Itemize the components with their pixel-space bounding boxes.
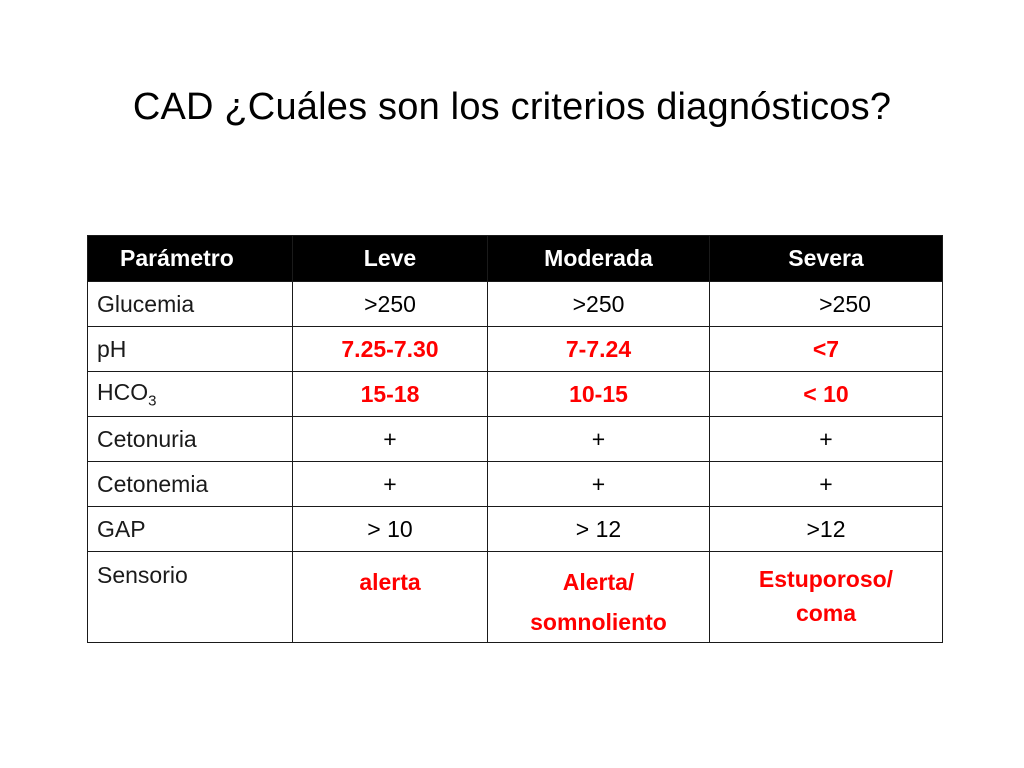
- moderada-cell: 7-7.24: [488, 327, 710, 372]
- criteria-table: [87, 235, 943, 643]
- leve-cell: > 10: [293, 507, 488, 552]
- table-row-cetonemia: [88, 462, 943, 507]
- table-row-glucemia: [88, 282, 943, 327]
- leve-cell: 7.25-7.30: [293, 327, 488, 372]
- severa-cell: >250: [710, 282, 943, 327]
- header-moderada: Moderada: [488, 236, 710, 282]
- moderada-line-1: Alerta/: [562, 569, 635, 595]
- table-row-sensorio: [88, 552, 943, 643]
- leve-cell: alerta: [293, 552, 488, 643]
- table-row-cetonuria: [88, 417, 943, 462]
- severa-cell: <7: [710, 327, 943, 372]
- param-cell: Sensorio: [88, 552, 293, 643]
- table-row-ph: [88, 327, 943, 372]
- param-cell: [88, 372, 293, 417]
- param-cell: Cetonemia: [88, 462, 293, 507]
- moderada-cell: +: [488, 417, 710, 462]
- severa-line-2: coma: [795, 600, 857, 626]
- param-cell: Cetonuria: [88, 417, 293, 462]
- slide-title: CAD ¿Cuáles son los criterios diagnósticos?: [132, 86, 892, 128]
- param-subscript: 3: [148, 392, 157, 410]
- header-leve: Leve: [293, 236, 488, 282]
- leve-cell: +: [293, 417, 488, 462]
- moderada-line-2: somnoliento: [530, 609, 667, 635]
- table-header-row: [88, 236, 943, 282]
- param-cell: pH: [88, 327, 293, 372]
- severa-line-1: Estuporoso/: [758, 566, 894, 592]
- severa-cell: +: [710, 417, 943, 462]
- severa-cell: < 10: [710, 372, 943, 417]
- severa-cell: +: [710, 462, 943, 507]
- severa-cell: [710, 552, 943, 643]
- header-parametro: Parámetro: [88, 236, 293, 282]
- param-cell: Glucemia: [88, 282, 293, 327]
- leve-cell: 15-18: [293, 372, 488, 417]
- header-severa: Severa: [710, 236, 943, 282]
- moderada-cell: [488, 552, 710, 643]
- moderada-cell: +: [488, 462, 710, 507]
- param-label: HCO: [97, 378, 149, 405]
- moderada-cell: 10-15: [488, 372, 710, 417]
- param-cell: GAP: [88, 507, 293, 552]
- moderada-cell: > 12: [488, 507, 710, 552]
- table-row-gap: [88, 507, 943, 552]
- leve-cell: >250: [293, 282, 488, 327]
- severa-cell: >12: [710, 507, 943, 552]
- moderada-cell: >250: [488, 282, 710, 327]
- leve-cell: +: [293, 462, 488, 507]
- table-row-hco3: [88, 372, 943, 417]
